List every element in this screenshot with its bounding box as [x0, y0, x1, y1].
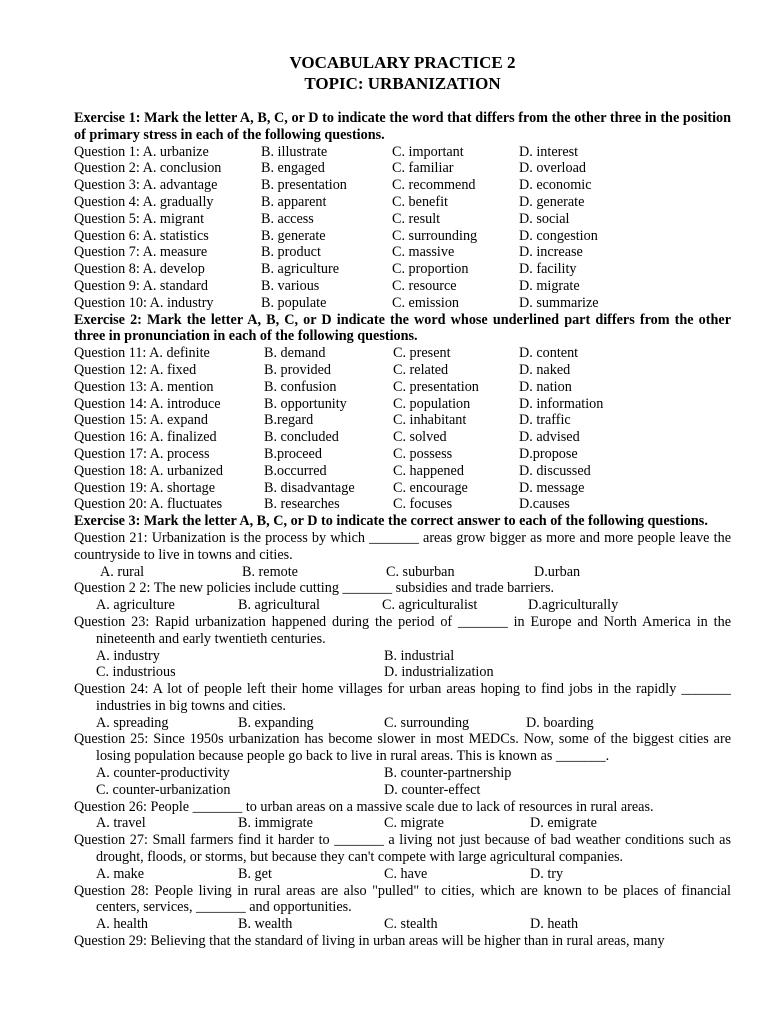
option-d: D. interest: [519, 143, 579, 160]
option-d: D. information: [519, 395, 604, 412]
option-c: C. emission: [392, 294, 460, 311]
option-d: D. message: [519, 479, 585, 496]
question-row: [74, 194, 731, 211]
option-b: B. demand: [264, 345, 326, 362]
option-b: B. agricultural: [238, 597, 320, 614]
question-text: Question 23: Rapid urbanization happened during the period of _______ in Europe and North America in the nineteenth and early twentieth centuries.: [74, 613, 731, 647]
exercise-1-instruction: Exercise 1: Mark the letter A, B, C, or D to indicate the word that differs from the other three in the position of primary stress in each of the following questions.: [74, 110, 731, 143]
question-label-option-a: Question 3: A. advantage: [74, 177, 218, 194]
option-b: B.occurred: [264, 462, 327, 479]
question-label-option-a: Question 17: A. process: [74, 445, 210, 462]
option-d: D. nation: [519, 378, 572, 395]
option-c: C. presentation: [393, 378, 479, 395]
option-c: C. encourage: [393, 479, 468, 496]
option-c: C. suburban: [386, 563, 455, 580]
question-label-option-a: Question 2: A. conclusion: [74, 160, 222, 177]
option-b: B. expanding: [238, 714, 314, 731]
option-c: C. have: [384, 865, 428, 882]
option-b: B. counter-partnership: [384, 765, 512, 782]
option-a: A. health: [96, 916, 149, 933]
option-c: C. familiar: [392, 160, 454, 177]
question-row: [74, 379, 731, 396]
question-row: [74, 177, 731, 194]
option-b: B. generate: [261, 227, 326, 244]
option-c: C. proportion: [392, 261, 469, 278]
option-b: B. concluded: [264, 429, 339, 446]
option-a: A. rural: [100, 563, 145, 580]
option-c: C. surrounding: [384, 714, 470, 731]
option-c: C. happened: [393, 462, 464, 479]
question-label-option-a: Question 20: A. fluctuates: [74, 496, 223, 513]
option-c: C. present: [393, 345, 451, 362]
option-b: B. disadvantage: [264, 479, 355, 496]
option-a: A. industry: [96, 647, 160, 664]
option-d: D. generate: [519, 193, 585, 210]
question-21: [74, 530, 731, 580]
question-label-option-a: Question 1: A. urbanize: [74, 143, 209, 160]
question-row: [74, 412, 731, 429]
option-d: D. social: [519, 210, 570, 227]
question-row: [74, 160, 731, 177]
exercise-1-questions: [74, 144, 731, 312]
question-label-option-a: Question 8: A. develop: [74, 261, 205, 278]
exercise-2-questions: [74, 345, 731, 513]
option-d: D. counter-effect: [384, 781, 481, 798]
option-d: D.causes: [519, 496, 570, 513]
title-block: [74, 52, 731, 94]
question-label-option-a: Question 14: A. introduce: [74, 395, 221, 412]
option-c: C. inhabitant: [393, 412, 467, 429]
question-22: [74, 580, 731, 614]
option-d: D. increase: [519, 244, 583, 261]
option-d: D. overload: [519, 160, 586, 177]
question-text: Question 26: People _______ to urban areas on a massive scale due to lack of resources in rural areas.: [74, 798, 654, 815]
option-d: D. migrate: [519, 277, 580, 294]
option-c: C. stealth: [384, 916, 438, 933]
option-a: A. travel: [96, 815, 146, 832]
question-text: Question 24: A lot of people left their home villages for urban areas hoping to find jobs in the rapidly _______ industries in big towns and cities.: [74, 681, 731, 714]
question-text: Question 2 2: The new policies include cutting _______ subsidies and trade barriers.: [74, 580, 555, 597]
question-24: [74, 681, 731, 731]
question-row: [74, 211, 731, 228]
question-row: [74, 463, 731, 480]
option-d: D. industrialization: [384, 664, 494, 681]
option-b: B. confusion: [264, 378, 337, 395]
option-c: C. resource: [392, 277, 457, 294]
option-c: C. possess: [393, 445, 453, 462]
option-b: B. get: [238, 865, 272, 882]
option-d: D. traffic: [519, 412, 571, 429]
option-a: A. make: [96, 865, 145, 882]
option-b: B.regard: [264, 412, 314, 429]
question-label-option-a: Question 5: A. migrant: [74, 210, 205, 227]
question-row: [74, 345, 731, 362]
option-b: B. presentation: [261, 177, 347, 194]
question-row: [74, 278, 731, 295]
question-row: [74, 261, 731, 278]
question-23: [74, 614, 731, 681]
question-label-option-a: Question 4: A. gradually: [74, 193, 214, 210]
question-text: Question 28: People living in rural areas are also "pulled" to cities, which are known to be places of financial centers, services, _______ and opportunities.: [74, 882, 731, 916]
question-28: [74, 883, 731, 933]
option-d: D.agriculturally: [528, 597, 619, 614]
option-b: B. various: [261, 277, 320, 294]
option-d: D. naked: [519, 361, 571, 378]
question-row: [74, 480, 731, 497]
option-c: C. related: [393, 361, 449, 378]
question-label-option-a: Question 15: A. expand: [74, 412, 208, 429]
question-row: [74, 244, 731, 261]
question-label-option-a: Question 6: A. statistics: [74, 227, 209, 244]
option-d: D. facility: [519, 261, 577, 278]
option-c: C. result: [392, 210, 441, 227]
option-d: D. emigrate: [530, 815, 597, 832]
question-row: [74, 396, 731, 413]
question-text: Question 21: Urbanization is the process by which _______ areas grow bigger as more and more people leave the countryside to live in towns and cities.: [74, 529, 731, 563]
question-29: [74, 933, 731, 950]
question-label-option-a: Question 11: A. definite: [74, 345, 210, 362]
question-row: [74, 446, 731, 463]
option-d: D. boarding: [526, 714, 594, 731]
option-b: B. opportunity: [264, 395, 347, 412]
question-label-option-a: Question 10: A. industry: [74, 294, 214, 311]
option-d: D.urban: [534, 563, 581, 580]
option-b: B. agriculture: [261, 261, 340, 278]
question-label-option-a: Question 18: A. urbanized: [74, 462, 223, 479]
document-title: VOCABULARY PRACTICE 2: [289, 53, 516, 72]
option-b: B. product: [261, 244, 321, 261]
option-c: C. massive: [392, 244, 455, 261]
option-b: B. apparent: [261, 193, 327, 210]
option-d: D. content: [519, 345, 579, 362]
option-c: C. surrounding: [392, 227, 478, 244]
option-d: D. discussed: [519, 462, 591, 479]
option-b: B. researches: [264, 496, 340, 513]
option-b: B. illustrate: [261, 143, 328, 160]
option-b: B. remote: [242, 563, 298, 580]
option-b: B. wealth: [238, 916, 293, 933]
option-d: D. economic: [519, 177, 592, 194]
option-c: C. industrious: [96, 664, 176, 681]
option-a: A. spreading: [96, 714, 169, 731]
option-b: B. engaged: [261, 160, 325, 177]
option-d: D.propose: [519, 445, 578, 462]
option-c: C. benefit: [392, 193, 448, 210]
question-label-option-a: Question 16: A. finalized: [74, 429, 217, 446]
option-d: D. try: [530, 865, 564, 882]
option-c: C. agriculturalist: [382, 597, 478, 614]
exercise-2-instruction: Exercise 2: Mark the letter A, B, C, or D indicate the word whose underlined part differs from the other three in pronunciation in each of the following questions.: [74, 311, 731, 345]
option-c: C. recommend: [392, 177, 476, 194]
option-b: B. industrial: [384, 647, 455, 664]
option-b: B. immigrate: [238, 815, 313, 832]
question-label-option-a: Question 12: A. fixed: [74, 361, 197, 378]
option-c: C. solved: [393, 429, 447, 446]
question-label-option-a: Question 19: A. shortage: [74, 479, 216, 496]
option-d: D. heath: [530, 916, 579, 933]
question-row: [74, 228, 731, 245]
option-c: C. counter-urbanization: [96, 781, 231, 798]
question-row: [74, 295, 731, 312]
document-topic: TOPIC: URBANIZATION: [304, 74, 501, 93]
option-c: C. population: [393, 395, 471, 412]
question-label-option-a: Question 7: A. measure: [74, 244, 208, 261]
question-row: [74, 144, 731, 161]
option-d: D. summarize: [519, 294, 599, 311]
question-text: Question 29: Believing that the standard of living in urban areas will be higher than in rural areas, many: [74, 933, 665, 950]
question-27: [74, 832, 731, 882]
question-text: Question 25: Since 1950s urbanization has become slower in most MEDCs. Now, some of the biggest cities are losing population because people go back to live in rural areas. This is known as _______.: [74, 731, 731, 765]
option-d: D. advised: [519, 429, 580, 446]
question-row: [74, 496, 731, 513]
option-c: C. important: [392, 143, 464, 160]
option-c: C. focuses: [393, 496, 453, 513]
option-d: D. congestion: [519, 227, 598, 244]
question-label-option-a: Question 13: A. mention: [74, 378, 214, 395]
question-text: Question 27: Small farmers find it harder to _______ a living not just because of bad weather conditions such as drought, floods, or storms, but because they can't compete with large agricultural companies.: [74, 832, 731, 866]
option-a: A. agriculture: [96, 597, 175, 614]
question-row: [74, 429, 731, 446]
question-label-option-a: Question 9: A. standard: [74, 277, 208, 294]
option-b: B. provided: [264, 361, 331, 378]
option-b: B. populate: [261, 294, 327, 311]
option-a: A. counter-productivity: [96, 765, 230, 782]
option-b: B.proceed: [264, 445, 322, 462]
question-26: [74, 799, 731, 833]
option-b: B. access: [261, 210, 314, 227]
option-c: C. migrate: [384, 815, 444, 832]
question-row: [74, 362, 731, 379]
exercise-3-instruction: Exercise 3: Mark the letter A, B, C, or D to indicate the correct answer to each of the following questions.: [74, 513, 708, 530]
question-25: [74, 731, 731, 798]
